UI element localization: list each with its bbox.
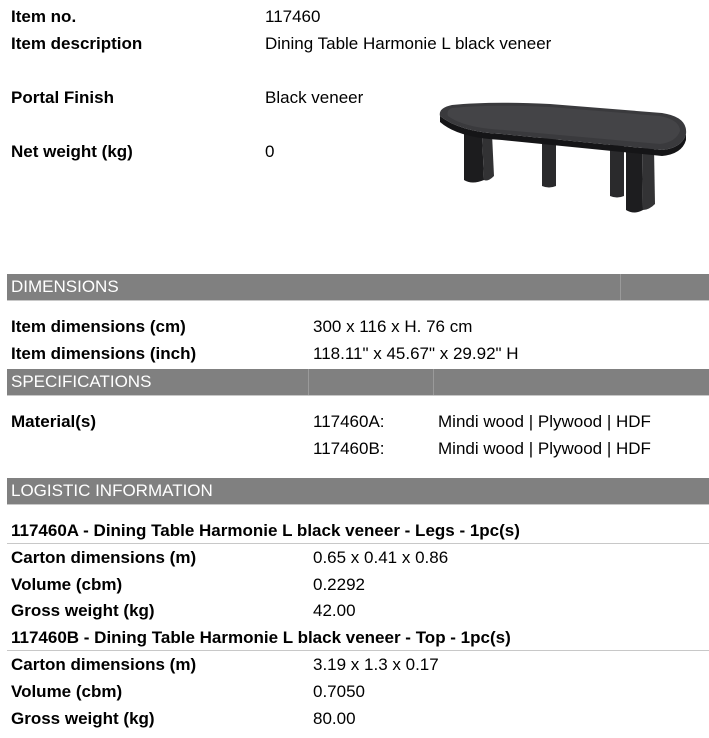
gross-weight-label: Gross weight (kg) [11,601,155,620]
package-heading: 117460B - Dining Table Harmonie L black veneer - Top - 1pc(s) [11,628,511,647]
carton-value: 0.65 x 0.41 x 0.86 [313,548,449,567]
item-no-label: Item no. [11,7,77,26]
header-divider [433,369,434,395]
volume-value: 0.7050 [313,682,365,701]
item-description-label: Item description [11,34,143,53]
header-divider [308,369,309,395]
section-rule [7,504,709,505]
logistics-section-header [7,478,709,504]
header-divider [620,274,621,300]
item-no-value: 117460 [265,7,321,26]
package-rule [7,543,709,544]
portal-finish-label: Portal Finish [11,88,114,107]
dimensions-cm-label: Item dimensions (cm) [11,317,186,336]
carton-label: Carton dimensions (m) [11,655,197,674]
item-description-value: Dining Table Harmonie L black veneer [265,34,552,53]
material-value: Mindi wood | Plywood | HDF [438,412,651,431]
gross-weight-value: 80.00 [313,709,356,728]
volume-value: 0.2292 [313,575,365,594]
net-weight-value: 0 [265,142,275,161]
section-rule [7,395,709,396]
portal-finish-value: Black veneer [265,88,364,107]
material-label: Material(s) [11,412,97,431]
volume-label: Volume (cbm) [11,575,123,594]
carton-label: Carton dimensions (m) [11,548,197,567]
material-code: 117460A: [313,412,385,431]
package-rule [7,650,709,651]
gross-weight-label: Gross weight (kg) [11,709,155,728]
volume-label: Volume (cbm) [11,682,123,701]
dimensions-inch-label: Item dimensions (inch) [11,344,197,363]
net-weight-label: Net weight (kg) [11,142,133,161]
dimensions-cm-value: 300 x 116 x H. 76 cm [313,317,473,336]
gross-weight-value: 42.00 [313,601,356,620]
package-heading: 117460A - Dining Table Harmonie L black veneer - Legs - 1pc(s) [11,521,520,540]
section-rule [7,300,709,301]
carton-value: 3.19 x 1.3 x 0.17 [313,655,439,674]
dimensions-section-header [7,274,709,300]
logistics-title: LOGISTIC INFORMATION [11,481,213,500]
dining-table-image [430,98,692,233]
specifications-section-header [7,369,709,395]
material-value: Mindi wood | Plywood | HDF [438,439,651,458]
dimensions-title: DIMENSIONS [11,277,119,296]
dimensions-inch-value: 118.11" x 45.67" x 29.92" H [313,344,519,363]
material-code: 117460B: [313,439,385,458]
specifications-title: SPECIFICATIONS [11,372,152,391]
